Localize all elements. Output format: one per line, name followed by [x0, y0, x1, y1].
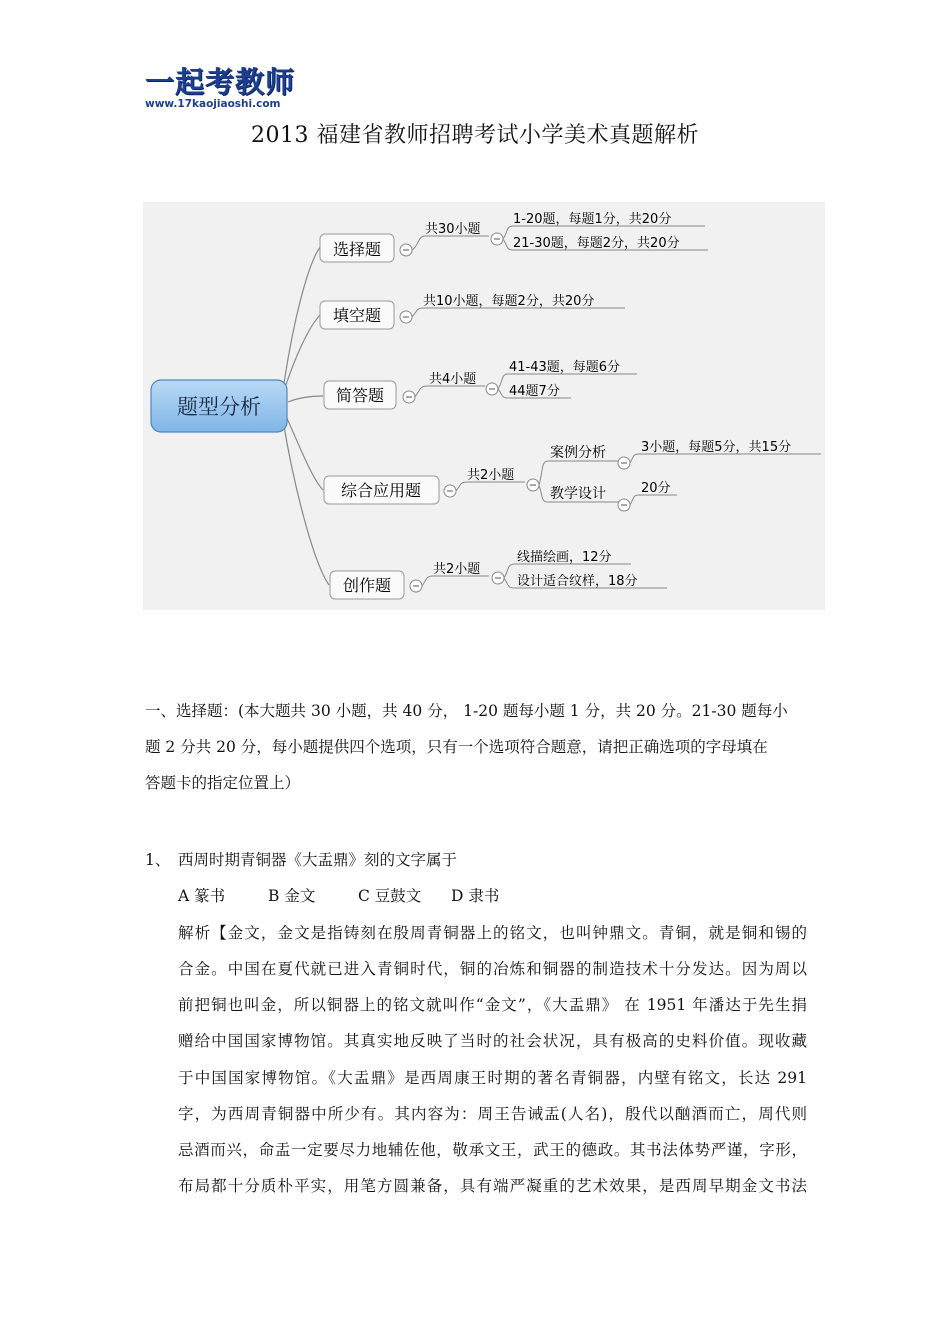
connector-root-choice [283, 246, 321, 390]
branch-fill-count: 共10小题，每题2分，共20分 [423, 294, 595, 309]
branch-creation-count: 共2小题 [433, 562, 481, 577]
branch-choice-label: 选择题 [332, 240, 382, 259]
branch-short-count: 共4小题 [429, 372, 477, 387]
branch-choice [320, 211, 708, 262]
question-type-mindmap [143, 202, 825, 610]
comprehensive-sub-2: 教学设计 [550, 486, 606, 502]
analysis-line-5: 于中国国家博物馆。《大盂鼎》是西周康王时期的著名青铜器，内壁有铭文，长达 291 [178, 1069, 807, 1087]
option-c: C 豆鼓文 [358, 887, 422, 905]
comprehensive-sub-1: 案例分析 [550, 445, 606, 461]
branch-choice-count: 共30小题 [425, 222, 481, 237]
mindmap-root-label: 题型分析 [177, 395, 261, 419]
option-b: B 金文 [268, 887, 316, 905]
branch-short [324, 360, 637, 409]
analysis-line-7: 忌酒而兴，命盂一定要尽力地辅佐他，敬承文王，武王的德政。其书法体势严谨，字形， [178, 1141, 807, 1159]
question-number: 1、 [145, 851, 171, 869]
branch-fill [320, 293, 625, 329]
choice-detail-2: 21-30题，每题2分，共20分 [513, 236, 680, 251]
branch-comprehensive-count: 共2小题 [467, 468, 515, 483]
logo-text: 一起考教师 [145, 65, 296, 99]
mindmap-svg [143, 202, 825, 610]
analysis-line-3: 前把铜也叫金，所以铜器上的铭文就叫作“金文”，《大盂鼎》 在 1951 年潘达于先生捐 [178, 996, 807, 1014]
branch-creation [330, 549, 667, 599]
branch-comprehensive [324, 439, 821, 511]
intro-line-3: 答题卡的指定位置上） [145, 774, 301, 792]
comprehensive-detail-1: 3小题，每题5分，共15分 [641, 440, 792, 455]
branch-creation-label: 创作题 [342, 576, 392, 595]
creation-detail-1: 线描绘画，12分 [517, 550, 612, 565]
connector-root-creation [283, 420, 329, 585]
analysis-line-4: 赠给中国国家博物馆。其真实地反映了当时的社会状况，具有极高的史料价值。现收藏 [178, 1032, 807, 1050]
choice-detail-1: 1-20题，每题1分，共20分 [513, 212, 672, 227]
branch-fill-label: 填空题 [332, 306, 382, 325]
option-a: A 篆书 [178, 887, 226, 905]
connector-root-comprehensive [285, 414, 323, 490]
logo-url: www.17kaojiaoshi.com [145, 98, 281, 110]
mindmap-root [151, 380, 287, 432]
question-stem: 西周时期青铜器《大盂鼎》刻的文字属于 [178, 851, 458, 869]
intro-line-1: 一、选择题：(本大题共 30 小题，共 40 分， 1-20 题每小题 1 分，共 20 分。21-30 题每小 [145, 702, 788, 720]
connector-root-short [288, 396, 323, 402]
analysis-line-6: 字，为西周青铜器中所少有。其内容为：周王告诫盂(人名)，殷代以酗酒而亡，周代则 [178, 1105, 807, 1123]
branch-comprehensive-label: 综合应用题 [340, 481, 422, 500]
creation-detail-2: 设计适合纹样，18分 [517, 574, 638, 589]
analysis-line-1: 解析【金文，金文是指铸刻在殷周青铜器上的铭文，也叫钟鼎文。青铜，就是铜和锡的 [178, 924, 807, 942]
option-d: D 隶书 [451, 887, 500, 905]
comprehensive-detail-2: 20分 [641, 481, 671, 496]
analysis-line-8: 布局都十分质朴平实，用笔方圆兼备，具有端严凝重的艺术效果，是西周早期金文书法 [178, 1177, 807, 1195]
document-title: 2013 福建省教师招聘考试小学美术真题解析 [251, 123, 699, 148]
intro-line-2: 题 2 分共 20 分，每小题提供四个选项，只有一个选项符合题意，请把正确选项的字母填在 [145, 738, 768, 756]
short-detail-1: 41-43题，每题6分 [509, 360, 621, 375]
logo [145, 66, 315, 112]
short-detail-2: 44题7分 [509, 384, 560, 399]
analysis-line-2: 合金。中国在夏代就已进入青铜时代，铜的冶炼和铜器的制造技术十分发达。因为周以 [178, 960, 807, 978]
branch-short-label: 简答题 [335, 386, 385, 405]
